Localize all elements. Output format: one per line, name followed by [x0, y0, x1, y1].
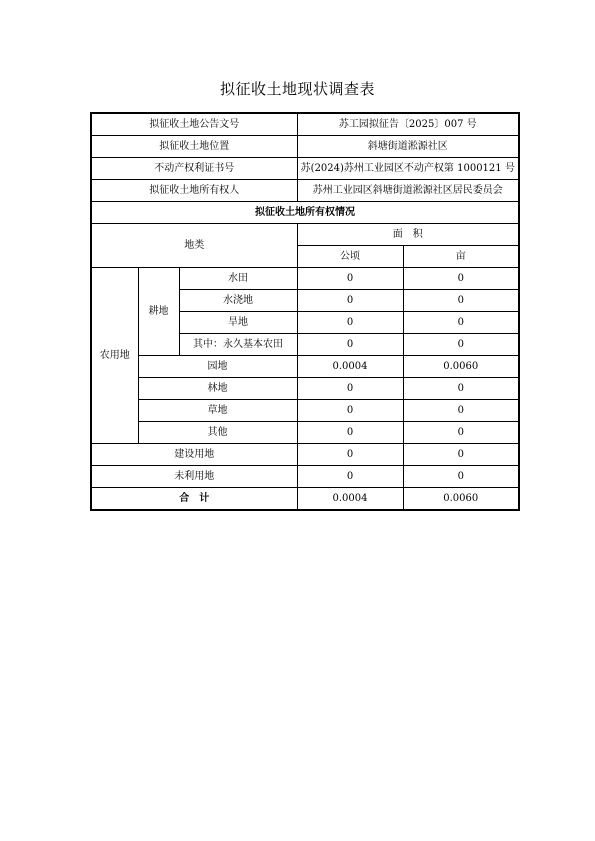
cultivated-group-label: 耕地	[138, 268, 179, 356]
notice-number-value: 苏工园拟征告〔2025〕007 号	[297, 113, 519, 136]
construction-label: 建设用地	[91, 444, 297, 466]
page-title: 拟征收土地现状调查表	[219, 80, 375, 98]
table-row	[91, 422, 519, 444]
irrigated-label: 水浇地	[179, 290, 297, 312]
forest-label: 林地	[138, 378, 297, 400]
certificate-label: 不动产权利证书号	[91, 158, 297, 180]
other-mu: 0	[403, 422, 519, 444]
certificate-value: 苏(2024)苏州工业园区不动产权第 1000121 号	[297, 158, 519, 180]
irrigated-hectare: 0	[297, 290, 403, 312]
total-label: 合 计	[91, 488, 297, 511]
garden-hectare: 0.0004	[297, 356, 403, 378]
location-value: 斜塘街道淞源社区	[297, 136, 519, 158]
garden-label: 园地	[138, 356, 297, 378]
notice-number-label: 拟征收土地公告文号	[91, 113, 297, 136]
dry-hectare: 0	[297, 312, 403, 334]
unused-mu: 0	[403, 466, 519, 488]
table-row	[91, 400, 519, 422]
info-row-notice-number	[91, 113, 519, 136]
table-row	[91, 356, 519, 378]
dry-label: 旱地	[179, 312, 297, 334]
garden-mu: 0.0060	[403, 356, 519, 378]
land-type-header: 地类	[91, 224, 297, 268]
paddy-mu: 0	[403, 268, 519, 290]
total-row	[91, 488, 519, 511]
table-row	[91, 466, 519, 488]
construction-mu: 0	[403, 444, 519, 466]
total-hectare: 0.0004	[297, 488, 403, 511]
paddy-label: 水田	[179, 268, 297, 290]
forest-hectare: 0	[297, 378, 403, 400]
dry-mu: 0	[403, 312, 519, 334]
area-header: 面 积	[297, 224, 519, 246]
table-row	[91, 268, 519, 290]
table-row	[91, 378, 519, 400]
table-row	[91, 444, 519, 466]
basic-farmland-mu: 0	[403, 334, 519, 356]
section-title: 拟征收土地所有权情况	[91, 202, 519, 224]
total-mu: 0.0060	[403, 488, 519, 511]
irrigated-mu: 0	[403, 290, 519, 312]
info-row-location	[91, 136, 519, 158]
construction-hectare: 0	[297, 444, 403, 466]
info-row-certificate	[91, 158, 519, 180]
grass-mu: 0	[403, 400, 519, 422]
agricultural-group-label: 农用地	[91, 268, 138, 444]
hectare-header: 公顷	[297, 246, 403, 268]
mu-header: 亩	[403, 246, 519, 268]
owner-value: 苏州工业园区斜塘街道淞源社区居民委员会	[297, 180, 519, 202]
location-label: 拟征收土地位置	[91, 136, 297, 158]
basic-farmland-hectare: 0	[297, 334, 403, 356]
paddy-hectare: 0	[297, 268, 403, 290]
section-title-row	[91, 202, 519, 224]
info-row-owner	[91, 180, 519, 202]
forest-mu: 0	[403, 378, 519, 400]
other-hectare: 0	[297, 422, 403, 444]
basic-farmland-label: 其中：永久基本农田	[179, 334, 297, 356]
grass-label: 草地	[138, 400, 297, 422]
land-survey-table	[90, 112, 520, 511]
unused-hectare: 0	[297, 466, 403, 488]
grass-hectare: 0	[297, 400, 403, 422]
owner-label: 拟征收土地所有权人	[91, 180, 297, 202]
header-row-1	[91, 224, 519, 246]
other-label: 其他	[138, 422, 297, 444]
unused-label: 未利用地	[91, 466, 297, 488]
